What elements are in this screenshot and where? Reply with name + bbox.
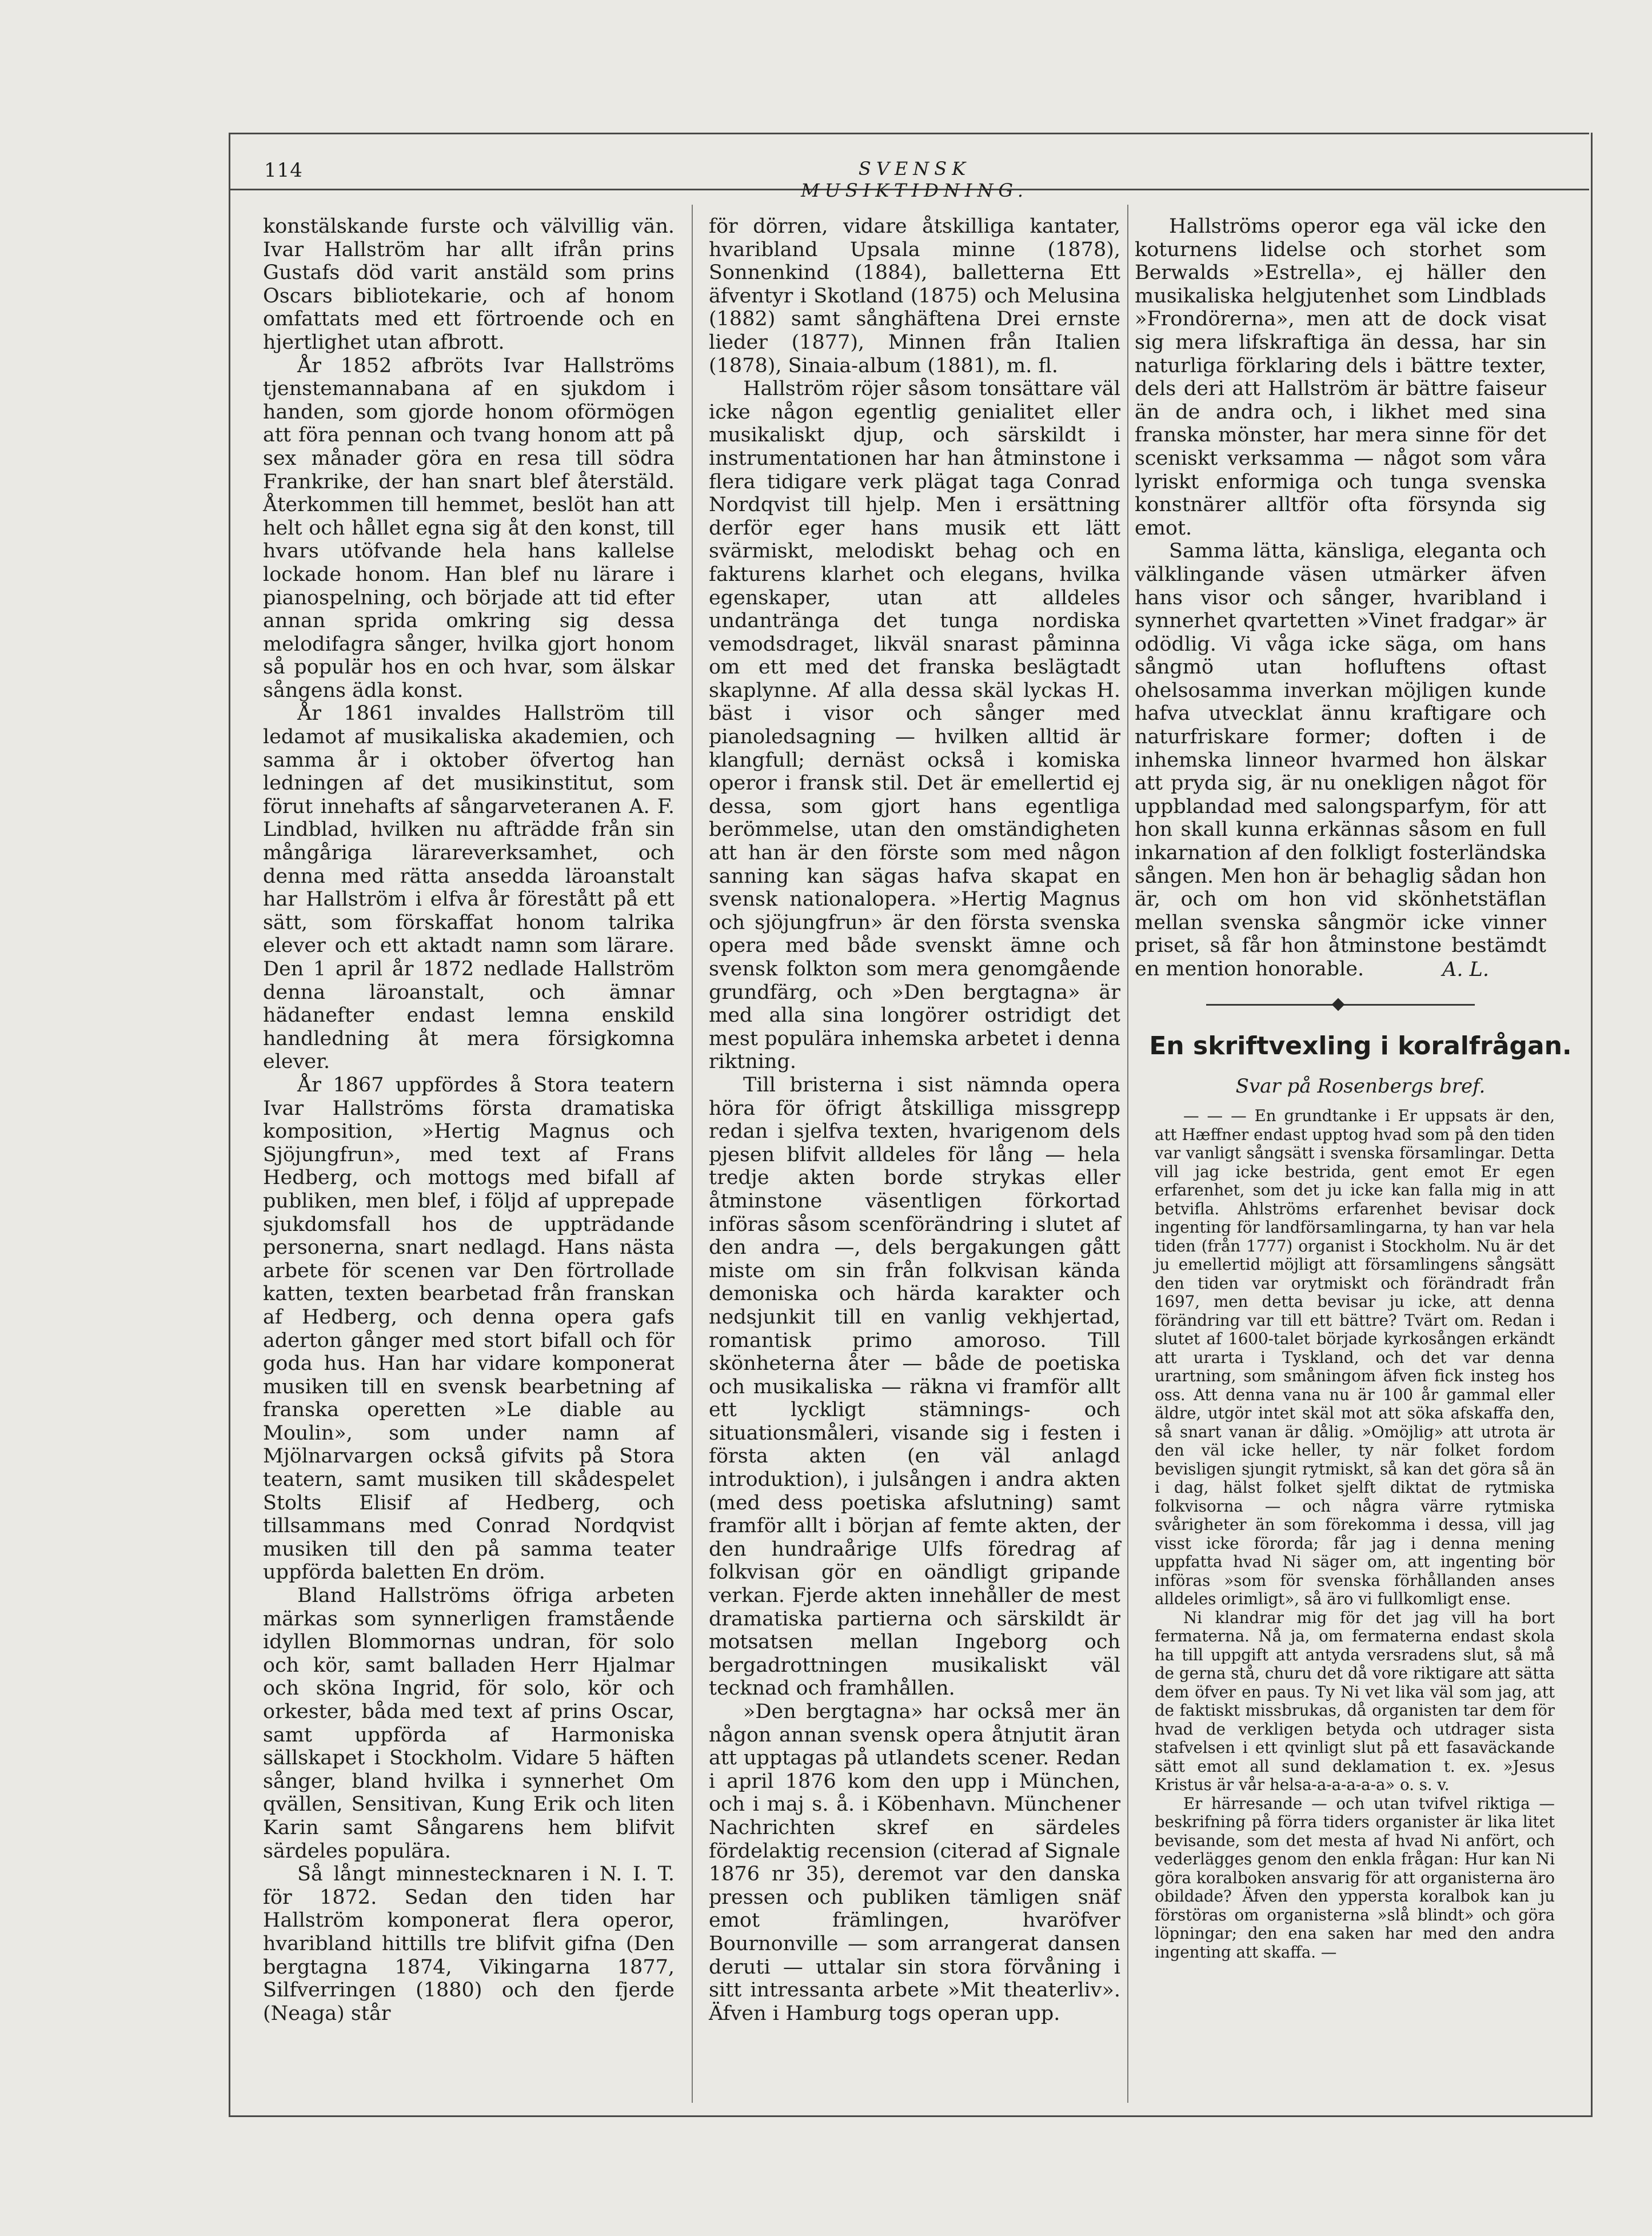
column-rule-left — [692, 205, 693, 2103]
page-number: 114 — [264, 159, 303, 182]
paragraph: — — — En grundtanke i Er uppsats är den, att Hæffner endast upptog hvad som på den tiden var vanligt sångsätt i svenska församlingar. Detta vill jag icke bestrida, gent emot Er egen erfarenhet, som det ju icke kan falla mig in att betvifla. Ahlströms erfarenhet bevisar dock ingenting för landförsamlingarna, ty han var hela tiden (från 1777) organist i Stockholm. Nu är det ju emellertid möjligt att församlingens sångsätt den tiden var orytmiskt och förändradt från 1697, men detta bevisar ju icke, att denna förändring var till ett bättre? Tvärt om. Redan i slutet af 1600-talet började kyrkosången erkändt att urarta i Tyskland, och det var denna urartning, som småningom äfven fick insteg hos oss. Att denna vana nu är 100 år gammal eller äldre, utgör intet skäl mot att söka afskaffa den, så snart vanan är dålig. »Omöjlig» att utrota är den väl icke heller, ty när folket fordom bevisligen sjungit rytmiskt, så kan det göra så än i dag, hälst folket sjelft diktat de rytmiska folkvisorna — och några värre rytmiska svårigheter än som förekomma i dessa, vill jag visst icke förorda; får jag i denna mening uppfatta hvad Ni säger om, att ingenting bör införas »som för svenska förhållanden anses alldeles orimligt», så äro vi fullkomligt ense. — [1155, 1106, 1555, 1608]
top-rule — [229, 133, 1589, 134]
paragraph: Ni klandrar mig för det jag vill ha bort fermaterna. Nå ja, om fermaterna endast skola ha till uppgift att antyda versradens slut, så må de gerna stå, churu det då vore riktigare att sätta dem öfver en paus. Ty Ni vet lika väl som jag, att de faktiskt missbrukas, då organisten tar dem för hvad de verkligen betyda och utdrager sista stafvelsen i ett qvinligt slut på ett fasaväckande sätt emot all sund deklamation t. ex. »Jesus Kristus är vår helsa-a-a-a-a-a» o. s. v. — [1155, 1608, 1555, 1794]
paragraph: konstälskande furste och välvillig vän. Ivar Hallström har allt ifrån prins Gustafs död varit anstäld som prins Oscars bibliotekarie, och af honom omfattats med ett förtroende och en hjertlighet utan afbrott. — [263, 215, 675, 354]
paragraph: Hallström röjer såsom tonsättare väl icke någon egentlig genialitet eller musikaliskt djup, och särskildt i instrumentationen har han åtminstone i flera tidigare verk plägat taga Conrad Nordqvist till hjelp. Men i ersättning derför eger hans musik ett lätt svärmiskt, melodiskt behag och en fakturens klarhet och elegans, hvilka egenskaper, utan att alldeles undantränga det tunga nordiska vemodsdraget, likväl snarast påminna om ett med det franska beslägtadt skaplynne. Af alla dessa skäl lyckas H. bäst i visor och sånger med pianoledsagning — hvilken alltid är klangfull; dernäst också i komiska operor i fransk stil. Det är emellertid ej dessa, som gjort hans egentliga berömmelse, utan den omständigheten att han är den förste som med någon sanning kan sägas hafva skapat en svensk nationalopera. »Hertig Magnus och sjöjungfrun» är den första svenska opera med både svenskt ämne och svensk folkton som mera genomgående grundfärg, och »Den bergtagna» är med alla sina longörer ostridigt det mest populära inhemska arbetet i denna riktning. — [709, 377, 1120, 1074]
paragraph: Samma lätta, känsliga, eleganta och välklingande väsen utmärker äfven hans visor och sånger, hvaribland i synnerhet qvartetten »Vinet fradgar» är odödlig. Vi våga icke säga, om hans sångmö utan hofluftens oftast ohelsosamma inverkan möjligen kunde hafva utvecklat ännu kraftigare och naturfriskare former; doften i de inhemska linneor hvarmed hon älskar att pryda sig, är nu onekligen något för uppblandad med salongsparfym, för att hon skall kunna erkännas såsom en full inkarnation af den folkligt fosterländska sången. Men hon är behaglig sådan hon är, och om hon vid skönhetstäflan mellan svenska sångmör icke vinner priset, så får hon åtminstone bestämdt en mention honorable. — [1135, 540, 1546, 981]
paragraph: Så långt minnestecknaren i N. I. T. för 1872. Sedan den tiden har Hallström komponerat flera operor, hvaribland hittills tre blifvit gifna (Den bergtagna 1874, Vikingarna 1877, Silfverringen (1880) och den fjerde (Neaga) står — [263, 1863, 675, 2025]
column-left — [263, 215, 675, 2025]
running-head: SVENSK MUSIKTIDNING. — [800, 158, 1029, 201]
paragraph: År 1852 afbröts Ivar Hallströms tjenstemannabana af en sjukdom i handen, som gjorde honom oförmögen att föra pennan och tvang honom att på sex månader göra en resa till södra Frankrike, der han snart blef återstäld. Återkommen till hemmet, beslöt han att helt och hållet egna sig åt den konst, till hvars utöfvande hela hans kallelse lockade honom. Han blef nu lärare i pianospelning, och började att tid efter annan sprida omkring sig dessa melodifagra sånger, hvilka gjort honom så populär hos en och hvar, som älskar sångens ädla konst. — [263, 354, 675, 702]
paragraph: År 1861 invaldes Hallström till ledamot af musikaliska akademien, och samma år i oktober öfvertog han ledningen af det musikinstitut, som förut innehafts af sångarveteranen A. F. Lindblad, hvilken nu afträdde från sin mångåriga lärareverksamhet, och denna med rätta ansedda läroanstalt har Hallström i elfva år förestått på ett sätt, som förskaffat honom talrika elever och ett aktadt namn som lärare. Den 1 april år 1872 nedlade Hallström denna läroanstalt, och ämnar hädanefter endast lemna enskild handledning åt mera försigkomna elever. — [263, 702, 675, 1074]
author-signature: A. L. — [1442, 958, 1489, 981]
article-body — [1155, 1107, 1555, 1962]
column-right — [1135, 215, 1546, 981]
paragraph: för dörren, vidare åtskilliga kantater, hvaribland Upsala minne (1878), Sonnenkind (1884), balletterna Ett äfventyr i Skotland (1875) och Melusina (1882) samt sånghäftena Drei ernste lieder (1877), Minnen från Italien (1878), Sinaia-album (1881), m. fl. — [709, 215, 1120, 377]
paragraph: Bland Hallströms öfriga arbeten märkas som synnerligen framstående idyllen Blommornas undran, för solo och kör, samt balladen Herr Hjalmar och sköna Ingrid, för solo, kör och orkester, båda med text af prins Oscar, samt uppförda af Harmoniska sällskapet i Stockholm. Vidare 5 häften sånger, bland hvilka i synnerhet Om qvällen, Sensitivan, Kung Erik och liten Karin samt Sångarens hem blifvit särdeles populära. — [263, 1584, 675, 1863]
paragraph: År 1867 uppfördes å Stora teatern Ivar Hallströms första dramatiska komposition, »Hertig Magnus och Sjöjungfrun», med text af Frans Hedberg, och mottogs med bifall af publiken, men blef, i följd af upprepade sjukdomsfall hos de uppträdande personerna, snart nedlagd. Hans nästa arbete för scenen var Den förtrollade katten, texten bearbetad från franskan af Hedberg, och denna opera gafs aderton gånger med stort bifall och för goda hus. Han har vidare komponerat musiken till en svensk bearbetning af franska operetten »Le diable au Moulin», som under namn af Mjölnarvargen också gifvits på Stora teatern, samt musiken till skådespelet Stolts Elisif af Hedberg, och tillsammans med Conrad Nordqvist musiken till den på samma teater uppförda baletten En dröm. — [263, 1073, 675, 1584]
article-title: En skriftvexling i koralfrågan. — [1149, 1031, 1572, 1061]
column-middle — [709, 215, 1120, 2025]
paragraph: Till bristerna i sist nämnda opera höra för öfrigt åtskilliga missgrepp redan i sjelfva texten, hvarigenom dels pjesen blifvit alldeles för lång — hela tredje akten borde strykas eller åtminstone väsentligen förkortad införas såsom scenförändring i slutet af den andra —, dels bergakungen gått miste om sin från folkvisan kända demoniska och härda karakter och nedsjunkit till en vanlig vekhjertad, romantisk primo amoroso. Till skönheterna åter — både de poetiska och musikaliska — räkna vi framför allt ett lyckligt stämnings- och situationsmåleri, visande sig i festen i första akten (en väl anlagd introduktion), i julsången i andra akten (med dess poetiska afslutning) samt framför allt i början af femte akten, der den hundraårige Ulfs föredrag af folkvisan gör en oändligt gripande verkan. Fjerde akten innehåller de mest dramatiska partierna och särskildt är motsatsen mellan Ingeborg och bergadrottningen musikaliskt väl tecknad och framhållen. — [709, 1073, 1120, 1700]
article-subtitle: Svar på Rosenbergs bref. — [1235, 1075, 1486, 1098]
paragraph: Hallströms operor ega väl icke den koturnens lidelse och storhet som Berwalds »Estrella», ej häller den musikaliska helgjutenhet som Lindblads »Frondörerna», men att de dock visat sig mera lifskraftiga än dessa, har sin naturliga förklaring dels i bättre texter, dels deri att Hallström är bättre faiseur än de andra och, i likhet med sina franska mönster, har mera sinne för det sceniskt verksamma — något som våra lyriskt enformiga och tunga svenska konstnärer alltför ofta försynda sig emot. — [1135, 215, 1546, 540]
column-rule-right — [1127, 205, 1128, 2103]
paragraph: Er härresande — och utan tvifvel riktiga — beskrifning på förra tiders organister är lika litet bevisande, som det mesta af hvad Ni anfört, och vederlägges genom den enkla frågan: Hur kan Ni göra koralboken ansvarig för att organisterna äro obildade? Äfven den yppersta koralbok kan ju förstöras om organisterna »slå blindt» och göra löpningar; den ena saken har med den andra ingenting att skaffa. — — [1155, 1793, 1555, 1962]
paragraph: »Den bergtagna» har också mer än någon annan svensk opera åtnjutit äran att upptagas på utlandets scener. Redan i april 1876 kom den upp i München, och i maj s. å. i Köbenhavn. Münchener Nachrichten skref en särdeles fördelaktig recension (citerad af Signale 1876 nr 35), deremot var den danska pressen och publiken tämligen snäf emot främlingen, hvaröfver Bournonville — som arrangerat dansen deruti — uttalar sin stora förvåning i sitt intressanta arbete »Mit theaterliv». Äfven i Hamburg togs operan upp. — [709, 1700, 1120, 2025]
